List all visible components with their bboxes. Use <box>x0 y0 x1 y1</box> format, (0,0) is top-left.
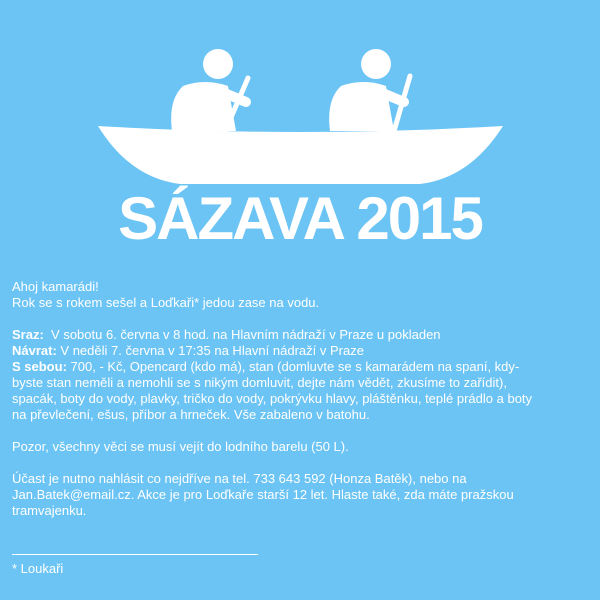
greeting-line: Ahoj kamarádi! <box>12 279 99 294</box>
canoe-hull <box>98 126 503 184</box>
packing-line <box>12 359 590 375</box>
footnote-divider <box>12 554 258 555</box>
greeting-line: Rok se s rokem sešel a Loďkaři* jedou zase na vodu. <box>12 295 320 310</box>
meeting-line <box>12 327 590 343</box>
meeting-label: Sraz: <box>12 327 44 342</box>
packing-label: S sebou: <box>12 359 67 374</box>
return-text: V neděli 7. června v 17:35 na Hlavní nádraží v Praze <box>60 343 364 358</box>
participation-line: tramvajenku. <box>12 503 87 518</box>
meeting-text: V sobotu 6. června v 8 hod. na Hlavním nádraží v Praze u pokladen <box>51 327 441 342</box>
return-line <box>12 343 590 359</box>
participation-line: Jan.Batek@email.cz. Akce je pro Loďkaře starší 12 let. Hlaste také, zda máte pražskou <box>12 487 514 502</box>
barrel-note: Pozor, všechny věci se musí vejít do lodního barelu (50 L). <box>12 439 349 454</box>
participation-line: Účast je nutno nahlásit co nejdříve na tel. 733 643 592 (Honza Batěk), nebo na <box>12 471 467 486</box>
invitation-text <box>12 279 590 519</box>
packing-line: na převlečení, ešus, příbor a hrneček. Vše zabaleno v batohu. <box>12 407 370 422</box>
footnote: * Loukaři <box>12 561 64 576</box>
return-label: Návrat: <box>12 343 57 358</box>
page-title: SÁZAVA 2015 <box>118 185 482 252</box>
paddler-right <box>329 49 410 145</box>
packing-line: spacák, boty do vody, plavky, tričko do vody, pokrývku hlavy, pláštěnku, teplé prádlo a boty <box>12 391 533 406</box>
packing-text: 700, - Kč, Opencard (kdo má), stan (domluvte se s kamarádem na spaní, kdy- <box>70 359 520 374</box>
canoe-paddlers-icon <box>0 0 600 190</box>
packing-line: byste stan neměli a nemohli se s nikým domluvit, dejte nám vědět, zkusíme to zařídit), <box>12 375 507 390</box>
